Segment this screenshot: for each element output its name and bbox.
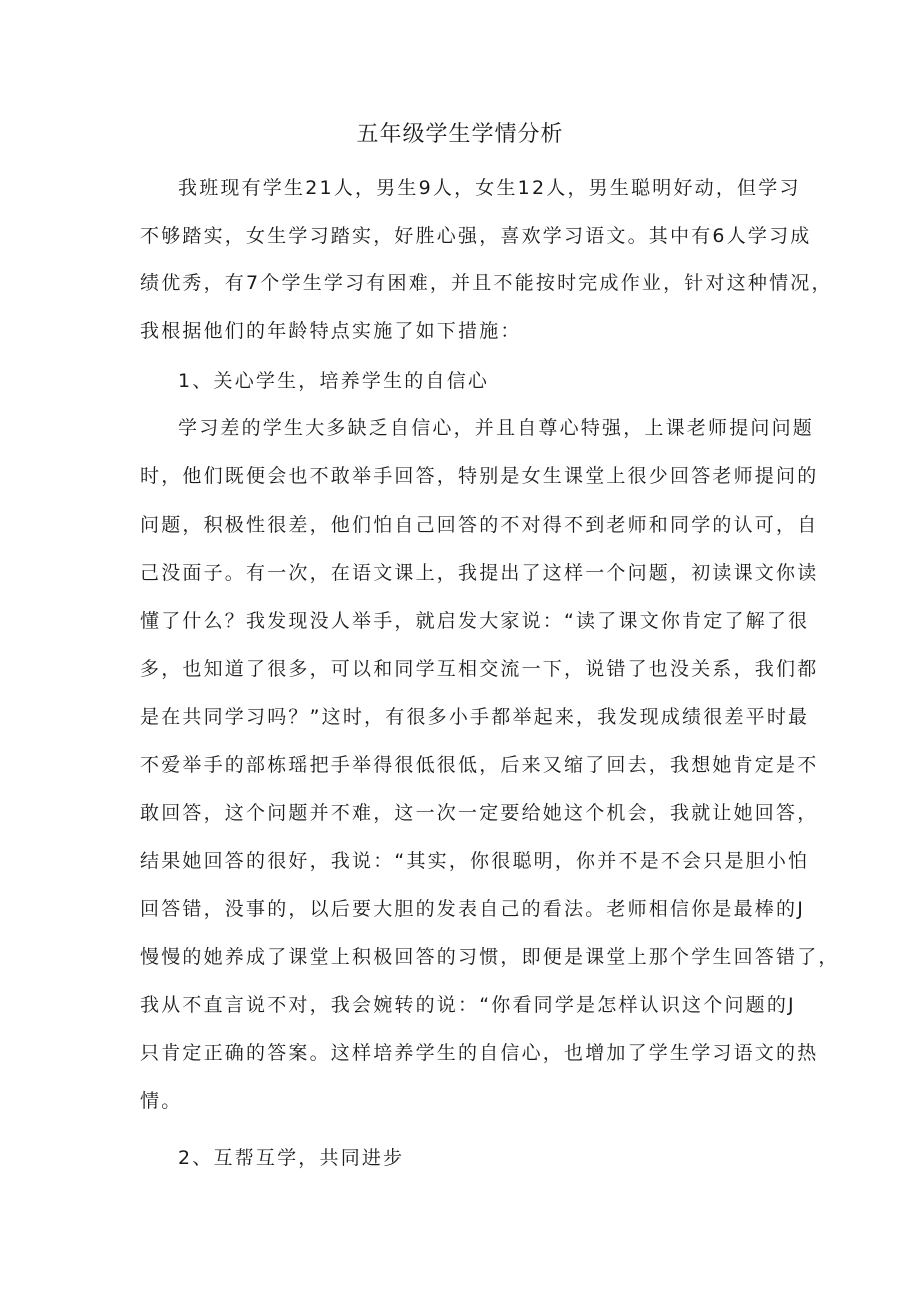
paragraph-line: 学习差的学生大多缺乏自信心，并且自尊心特强，上课老师提问问题: [178, 417, 815, 439]
paragraph-line: 时，他们既便会也不敢举手回答，特别是女生课堂上很少回答老师提问的: [140, 465, 819, 487]
paragraph-line: 回答错，没事的，以后要大胆的发表自己的看法。老师相信你是最棒的J: [140, 898, 806, 920]
paragraph-line: 懂了什么？我发现没人举手，就启发大家说：“读了课文你肯定了解了很: [140, 610, 810, 632]
section-heading-1: 1、关心学生，培养学生的自信心: [178, 370, 490, 392]
paragraph-line: 情。: [140, 1090, 183, 1112]
paragraph-line: 我根据他们的年龄特点实施了如下措施：: [140, 320, 522, 342]
paragraph-line: 己没面子。有一次，在语文课上，我提出了这样一个问题，初读课文你读: [140, 562, 819, 584]
paragraph-line: 不够踏实，女生学习踏实，好胜心强，喜欢学习语文。其中有6人学习成: [140, 225, 812, 247]
paragraph-line: 绩优秀，有7个学生学习有困难，并且不能按时完成作业，针对这种情况，: [140, 272, 833, 294]
paragraph-line: 只肯定正确的答案。这样培养学生的自信心，也增加了学生学习语文的热: [140, 1042, 819, 1064]
paragraph-line: 多，也知道了很多，可以和同学互相交流一下，说错了也没关系，我们都: [140, 658, 819, 680]
paragraph-line: 不爱举手的部栋瑶把手举得很低很低，后来又缩了回去，我想她肯定是不: [140, 754, 819, 776]
paragraph-line: 敢回答，这个问题并不难，这一次一定要给她这个机会，我就让她回答，: [140, 802, 819, 824]
paragraph-line: 慢慢的她养成了课堂上积极回答的习惯，即便是课堂上那个学生回答错了，: [140, 946, 840, 968]
document-title: 五年级学生学情分析: [356, 122, 564, 147]
section-heading-2: 2、互帮互学，共同进步: [178, 1147, 405, 1169]
paragraph-line: 我班现有学生21人，男生9人，女生12人，男生聪明好动，但学习: [178, 177, 801, 199]
paragraph-line: 结果她回答的很好，我说：“其实，你很聪明，你并不是不会只是胆小怕: [140, 850, 810, 872]
paragraph-line: 问题，积极性很差，他们怕自己回答的不对得不到老师和同学的认可，自: [140, 514, 819, 536]
paragraph-line: 我从不直言说不对，我会婉转的说：“你看同学是怎样认识这个问题的J: [140, 994, 796, 1016]
paragraph-line: 是在共同学习吗？”这时，有很多小手都举起来，我发现成绩很差平时最: [140, 706, 810, 728]
